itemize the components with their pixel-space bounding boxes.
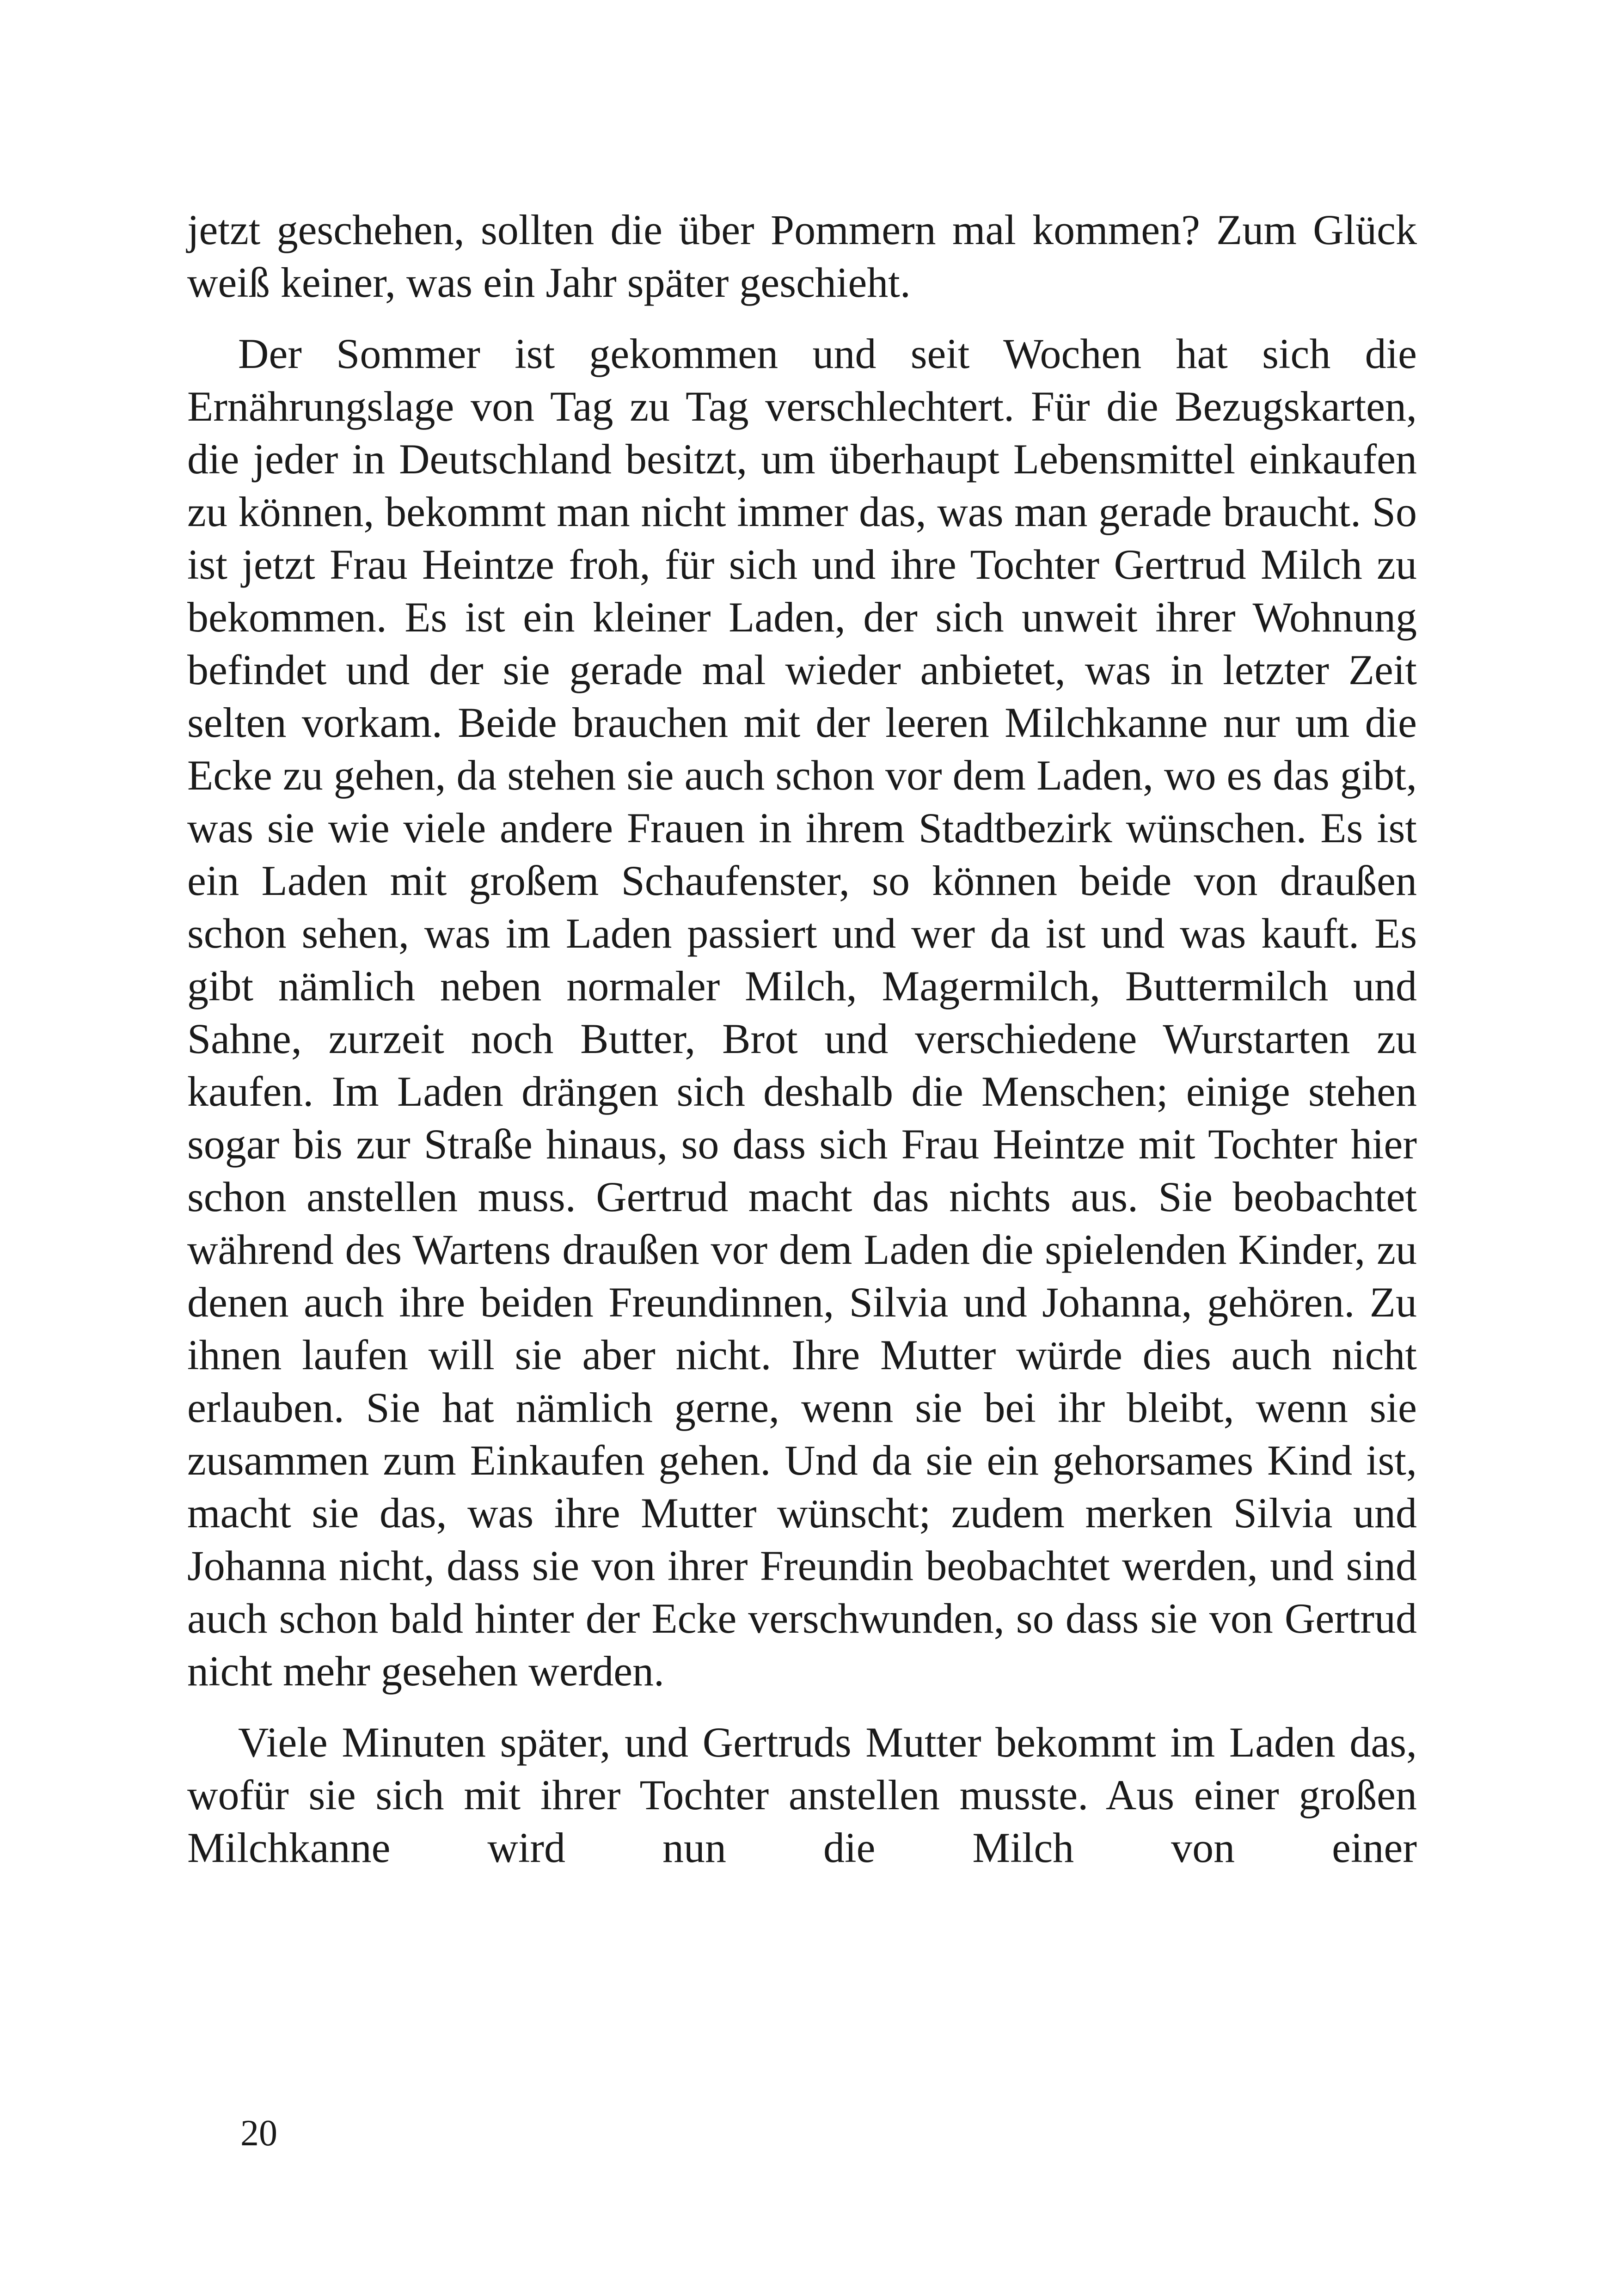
paragraph-summer: Der Sommer ist gekommen und seit Wochen hat sich die Ernährungslage von Tag zu Tag verschlechtert. Für die Bezugskarten, die jeder in Deutschland besitzt, um überhaupt Lebensmittel einkaufen zu können, bekommt man nicht immer das, was man gerade braucht. So ist jetzt Frau Heintze froh, für sich und ihre Tochter Gertrud Milch zu bekommen. Es ist ein kleiner Laden, der sich unweit ihrer Wohnung befindet und der sie gerade mal wieder anbietet, was in letzter Zeit selten vorkam. Beide brauchen mit der leeren Milchkanne nur um die Ecke zu gehen, da stehen sie auch schon vor dem Laden, wo es das gibt, was sie wie viele andere Frauen in ihrem Stadtbezirk wünschen. Es ist ein Laden mit großem Schaufenster, so können beide von draußen schon sehen, was im Laden passiert und wer da ist und was kauft. Es gibt nämlich neben normaler Milch, Magermilch, Buttermilch und Sahne, zurzeit noch Butter, Brot und verschiedene Wurstarten zu kaufen. Im Laden drängen sich deshalb die Menschen; einige stehen sogar bis zur Straße hinaus, so dass sich Frau Heintze mit Tochter hier schon anstellen muss. Gertrud macht das nichts aus. Sie beobachtet während des Wartens draußen vor dem Laden die spielenden Kinder, zu denen auch ihre beiden Freundinnen, Silvia und Johanna, gehören. Zu ihnen laufen will sie aber nicht. Ihre Mutter würde dies auch nicht erlauben. Sie hat nämlich gerne, wenn sie bei ihr bleibt, wenn sie zusammen zum Einkaufen gehen. Und da sie ein gehorsames Kind ist, macht sie das, was ihre Mutter wünscht; zudem merken Silvia und Johanna nicht, dass sie von ihrer Freundin beobachtet werden, und sind auch schon bald hinter der Ecke verschwunden, so dass sie von Gertrud nicht mehr gesehen werden. bbox=[187, 330, 1417, 1695]
body-text bbox=[187, 203, 1417, 1892]
paragraph-minutes-later: Viele Minuten später, und Gertruds Mutter bekommt im Laden das, wofür sie sich mit ihrer Tochter anstellen musste. Aus einer großen Milchkanne wird nun die Milch von einer bbox=[187, 1719, 1417, 1871]
paragraph-continuation: jetzt geschehen, sollten die über Pommern mal kommen? Zum Glück weiß keiner, was ein Jahr später geschieht. bbox=[187, 206, 1417, 306]
page-number: 20 bbox=[240, 2113, 277, 2154]
